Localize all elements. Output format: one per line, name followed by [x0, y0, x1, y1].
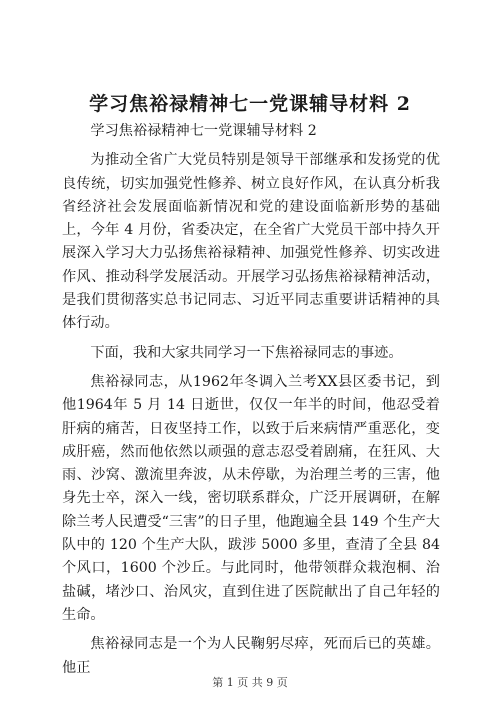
- paragraph: 焦裕禄同志，从1962年冬调入兰考XX县区委书记，到他1964年 5 月 14 日逝世，仅仅一年半的时间，他忍受着肝病的痛苦，日夜坚持工作，以致于后来病情严重恶化，变成肝癌，然而他依然以顽强的意志忍受着剧痛，在狂风、大雨、沙窝、激流里奔波，从未停歇，为治理兰考的三害，他身先士卒，深入一线，密切联系群众，广泛开展调研，在解除兰考人民遭受“三害”的日子里，他跑遍全县 149 个生产大队中的 120 个生产大队，跋涉 5000 多里，查清了全县 84 个风口，1600 个沙丘。与此同时，他带领群众栽泡桐、治盐碱，堵沙口、治风灾，直到住进了医院献出了自己年轻的生命。: [62, 373, 440, 623]
- paragraph: 下面，我和大家共同学习一下焦裕禄同志的事迹。: [90, 344, 403, 361]
- document-body: [62, 120, 440, 686]
- paragraph: 焦裕禄同志是一个为人民鞠躬尽瘁，死而后已的英雄。他正: [62, 636, 440, 676]
- page-number-footer: 第 1 页 共 9 页: [212, 676, 288, 689]
- document-subtitle: 学习焦裕禄精神七一党课辅导材料 2: [90, 123, 317, 139]
- document-title: 学习焦裕禄精神七一党课辅导材料 2: [89, 93, 411, 115]
- paragraph: 为推动全省广大党员特别是领导干部继承和发扬党的优良传统，切实加强党性修养、树立良好作风，在认真分析我省经济社会发展面临新情况和党的建设面临新形势的基础上，今年 4 月份，省委决定，在全省广大党员干部中持久开展深入学习大力弘扬焦裕禄精神、加强党性修养、切实改进作风、推动科学发展活动。开展学习弘扬焦裕禄精神活动，是我们贯彻落实总书记同志、习近平同志重要讲话精神的具体行动。: [62, 152, 440, 332]
